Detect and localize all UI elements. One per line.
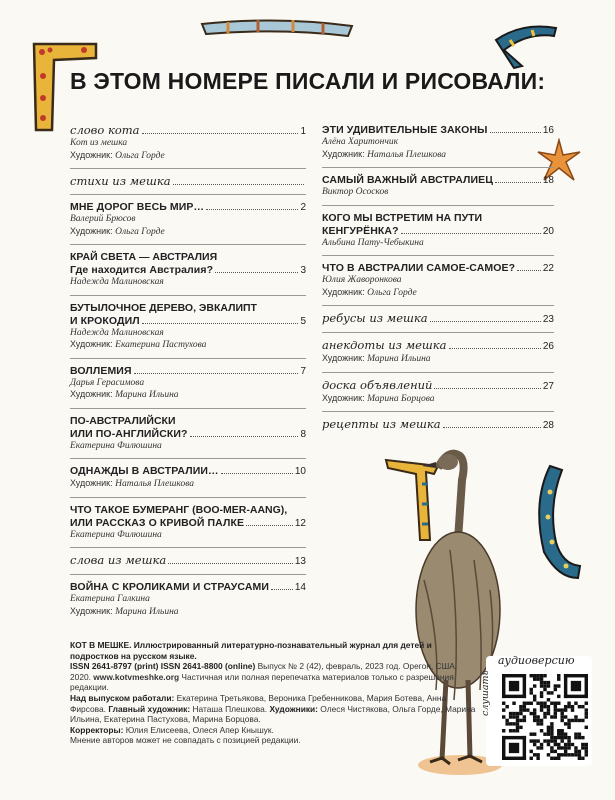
toc-entry-title-row xyxy=(322,262,554,275)
toc-entry-title: ОДНАЖДЫ В АВСТРАЛИИ… xyxy=(70,465,219,477)
toc-entry[interactable] xyxy=(322,174,554,199)
toc-page-number: 20 xyxy=(542,225,554,237)
artist-name: Ольга Горде xyxy=(115,226,165,237)
artist-name: Марина Ильина xyxy=(115,606,179,617)
toc-entry-author: Виктор Ососков xyxy=(322,187,389,197)
toc-divider xyxy=(322,167,554,168)
toc-entry-title: слова из мешка xyxy=(70,553,167,567)
toc-entry-title: ИЛИ ПО-АНГЛИЙСКИ? xyxy=(70,427,188,440)
toc-leader-dots xyxy=(142,323,299,324)
toc-entry[interactable] xyxy=(70,581,306,618)
toc-entry-artist xyxy=(70,478,306,491)
audio-qr-block[interactable] xyxy=(480,654,592,766)
toc-leader-dots xyxy=(168,563,293,564)
imprint-team: Над выпуском работали: Екатерина Третьякова, Вероника Гребенникова, Мария Ботева, Анна Фирсова. Главный художник: Наташа Плешкова. Художники: Олеся Чистякова, Ольга Горде, Марина Ильина, Екатерина Пастухова, Марина Борцова. xyxy=(70,692,476,725)
toc-leader-dots xyxy=(430,321,541,322)
toc-divider xyxy=(70,295,306,296)
toc-entry-title: БУТЫЛОЧНОЕ ДЕРЕВО, ЭВКАЛИПТ xyxy=(70,301,257,314)
toc-entry[interactable] xyxy=(70,201,306,238)
toc-entry-title-row xyxy=(322,379,554,393)
toc-entry-title: КРАЙ СВЕТА — АВСТРАЛИЯ xyxy=(70,251,218,263)
imprint-correctors: Корректоры: Юлия Елисеева, Олеся Апер Кнышук. xyxy=(70,724,274,735)
toc-entry-author: Кот из мешка xyxy=(70,138,128,148)
toc-leader-dots xyxy=(206,209,298,210)
toc-entry-author: Дарья Герасимова xyxy=(70,377,145,388)
toc-leader-dots xyxy=(246,525,293,526)
toc-entry-artist xyxy=(70,339,306,352)
toc-page-number: 3 xyxy=(300,265,306,276)
toc-entry[interactable] xyxy=(70,504,306,542)
artist-name: Ольга Горде xyxy=(367,287,417,298)
toc-entry-title-row xyxy=(70,315,306,328)
toc-page-number: 5 xyxy=(300,315,306,327)
toc-entry-title: доска объявлений xyxy=(322,377,433,392)
toc-divider xyxy=(322,372,554,373)
toc-page-number: 18 xyxy=(542,175,554,186)
toc-entry-title-row xyxy=(322,312,554,326)
toc-page-number: 7 xyxy=(300,365,306,377)
artist-label: Художник: xyxy=(70,149,113,160)
toc-entry-title: стихи из мешка xyxy=(70,174,171,188)
toc-leader-dots xyxy=(271,589,293,590)
toc-divider xyxy=(322,332,554,333)
toc-page-number: 26 xyxy=(542,341,554,352)
boomerang-top-center-icon xyxy=(198,14,358,44)
artist-label: Художник: xyxy=(322,148,365,159)
artist-label: Художник: xyxy=(322,286,365,297)
toc-entry-title-row xyxy=(70,581,306,594)
toc-entry-title: ВОЛЛЕМИЯ xyxy=(70,364,132,377)
toc-entry-author: Екатерина Филюшина xyxy=(70,440,162,451)
toc-entry-title-row xyxy=(70,264,306,277)
toc-page-number: 12 xyxy=(294,517,306,529)
toc-divider xyxy=(322,205,554,206)
toc-leader-dots xyxy=(443,427,541,428)
toc-page-number: 13 xyxy=(294,556,306,567)
page-title: В ЭТОМ НОМЕРЕ ПИСАЛИ И РИСОВАЛИ: xyxy=(70,68,546,94)
toc-entry-title-row xyxy=(70,201,306,214)
toc-entry-title-row xyxy=(322,124,554,137)
toc-page-number: 28 xyxy=(542,420,554,431)
toc-entry[interactable] xyxy=(70,302,306,352)
toc-entry-artist xyxy=(70,606,306,619)
toc-leader-dots xyxy=(490,132,541,133)
toc-entry-artist xyxy=(322,149,554,162)
toc-page-number: 2 xyxy=(300,202,306,213)
toc-page-number: 16 xyxy=(542,125,554,136)
toc-leader-dots xyxy=(449,348,541,349)
toc-divider xyxy=(70,408,306,409)
toc-left-column xyxy=(70,124,306,618)
toc-divider xyxy=(322,305,554,306)
toc-leader-dots xyxy=(190,436,299,437)
artist-name: Марина Ильина xyxy=(367,354,431,364)
toc-entry-artist xyxy=(322,287,554,300)
toc-entry[interactable] xyxy=(70,365,306,402)
toc-entry-title: КОГО МЫ ВСТРЕТИМ НА ПУТИ xyxy=(322,211,483,224)
toc-entry-title: ЭТИ УДИВИТЕЛЬНЫЕ ЗАКОНЫ xyxy=(322,124,488,136)
toc-leader-dots xyxy=(221,473,293,474)
toc-entry[interactable] xyxy=(322,418,554,432)
imprint xyxy=(70,640,480,746)
artist-label: Художник: xyxy=(322,392,365,403)
toc-entry-title-row xyxy=(70,428,306,441)
toc-entry-title: МНЕ ДОРОГ ВЕСЬ МИР… xyxy=(70,201,205,213)
toc-entry[interactable] xyxy=(70,554,306,568)
toc-entry-author: Юлия Жаворонкова xyxy=(322,275,402,285)
toc-entry-title-row xyxy=(70,124,306,138)
toc-entry-author: Надежда Малиновская xyxy=(70,277,164,287)
toc-entry-artist xyxy=(322,353,554,366)
toc-page-number: 23 xyxy=(542,314,554,325)
toc-entry-title: рецепты из мешка xyxy=(322,417,441,431)
toc-entry-author: Екатерина Филюшина xyxy=(70,529,162,540)
toc-entry-title: САМЫЙ ВАЖНЫЙ АВСТРАЛИЕЦ xyxy=(322,174,494,186)
toc-leader-dots xyxy=(401,233,541,234)
toc-entry-title-row xyxy=(70,175,306,188)
toc-entry-title: ПО-АВСТРАЛИЙСКИ xyxy=(70,414,176,427)
artist-label: Художник: xyxy=(70,225,113,236)
toc-entry[interactable] xyxy=(70,415,306,453)
toc-entry-author: Екатерина Галкина xyxy=(70,594,150,604)
toc-leader-dots xyxy=(215,272,298,273)
toc-entry-title: анекдоты из мешка xyxy=(322,338,447,352)
toc-leader-dots xyxy=(517,270,541,271)
toc-leader-dots xyxy=(495,182,541,183)
toc-entry-title-row xyxy=(70,465,306,478)
artist-name: Наталья Плешкова xyxy=(115,479,195,489)
toc-entry-title: ЧТО ТАКОЕ БУМЕРАНГ (BOO-MER-AANG), xyxy=(70,503,288,516)
toc-leader-dots xyxy=(142,133,299,134)
artist-label: Художник: xyxy=(70,389,113,399)
toc-leader-dots xyxy=(434,388,540,389)
toc-entry-title-row xyxy=(70,365,306,378)
toc-entry[interactable] xyxy=(70,124,306,162)
toc-entry[interactable] xyxy=(322,124,554,161)
toc-page-number: 8 xyxy=(300,428,306,440)
toc-leader-dots xyxy=(134,373,299,374)
toc-page-number: 27 xyxy=(542,380,554,392)
toc-entry[interactable] xyxy=(322,212,554,250)
toc-divider xyxy=(70,168,306,169)
toc-page-number: 1 xyxy=(300,126,306,137)
toc-entry-title-row xyxy=(322,418,554,432)
qr-side-label: слушать xyxy=(480,670,491,716)
toc-entry-title: слово кота xyxy=(70,123,140,137)
imprint-disclaimer: Мнение авторов может не совпадать с позицией редакции. xyxy=(70,735,301,746)
toc-divider xyxy=(322,411,554,412)
artist-name: Ольга Горде xyxy=(115,150,165,161)
artist-name: Екатерина Пастухова xyxy=(115,340,207,350)
artist-label: Художник: xyxy=(70,478,113,488)
toc-entry-author: Альбина Пату-Чебыкина xyxy=(322,237,424,248)
toc-entry-title: ЧТО В АВСТРАЛИИ САМОЕ-САМОЕ? xyxy=(322,262,516,274)
artist-name: Марина Борцова xyxy=(367,393,435,404)
toc-page-number: 10 xyxy=(294,466,306,477)
toc-entry[interactable] xyxy=(322,379,554,406)
toc-entry-title: ребусы из мешка xyxy=(322,311,428,325)
toc-entry[interactable] xyxy=(70,175,306,188)
toc-entry-title: КЕНГУРЁНКА? xyxy=(322,224,399,237)
toc-entry[interactable] xyxy=(70,465,306,491)
imprint-issue-info: ISSN 2641-8797 (print) ISSN 2641-8800 (online) Выпуск № 2 (42), февраль, 2023 год. Орегон, США, 2020. www.kotvmeshke.org Частичная или полная перепечатка материалов только с разрешения редакции. xyxy=(70,661,458,693)
artist-label: Художник: xyxy=(322,353,365,363)
toc-entry[interactable] xyxy=(322,339,554,366)
toc-divider xyxy=(70,574,306,575)
toc-entry-title: ИЛИ РАССКАЗ О КРИВОЙ ПАЛКЕ xyxy=(70,516,245,529)
toc-entry-title-row xyxy=(70,554,306,568)
artist-label: Художник: xyxy=(70,605,113,616)
website-link[interactable]: www.kotvmeshke.org xyxy=(93,671,180,682)
toc-divider xyxy=(70,358,306,359)
toc-entry-title: Где находится Австралия? xyxy=(70,264,214,276)
toc-entry-title-row xyxy=(322,339,554,353)
toc-divider xyxy=(70,497,306,498)
toc-entry-author: Алёна Харитончик xyxy=(322,137,399,147)
toc-entry-title: И КРОКОДИЛ xyxy=(70,314,140,327)
toc-entry-artist xyxy=(70,389,306,402)
toc-divider xyxy=(70,458,306,459)
toc-entry[interactable] xyxy=(322,312,554,326)
qr-label: аудиоверсию xyxy=(498,654,575,667)
toc-divider xyxy=(322,255,554,256)
qr-code-icon[interactable] xyxy=(502,674,588,760)
toc-entry-artist xyxy=(70,150,306,163)
boomerang-top-right-icon xyxy=(492,20,562,70)
toc-entry-title-row xyxy=(322,225,554,238)
artist-name: Марина Ильина xyxy=(115,390,179,400)
toc-divider xyxy=(70,547,306,548)
toc-page-number: 22 xyxy=(542,263,554,274)
imprint-journal-description: КОТ В МЕШКЕ. Иллюстрированный литературно-познавательный журнал для детей и подростков на русском языке. xyxy=(70,640,432,661)
toc-entry-author: Надежда Малиновская xyxy=(70,327,164,338)
toc-entry[interactable] xyxy=(70,251,306,289)
toc-entry[interactable] xyxy=(322,262,554,299)
toc-entry-title-row xyxy=(322,174,554,187)
toc-entry-artist xyxy=(70,226,306,239)
toc-leader-dots xyxy=(173,184,304,185)
toc-right-column xyxy=(322,124,554,432)
toc-entry-artist xyxy=(322,393,554,406)
toc-entry-title-row xyxy=(70,517,306,530)
toc-divider xyxy=(70,194,306,195)
artist-label: Художник: xyxy=(70,339,113,349)
artist-name: Наталья Плешкова xyxy=(367,149,447,160)
toc-entry-author: Валерий Брюсов xyxy=(70,214,136,224)
toc-entry-title: ВОЙНА С КРОЛИКАМИ И СТРАУСАМИ xyxy=(70,581,270,593)
toc-divider xyxy=(70,244,306,245)
toc-page-number: 14 xyxy=(294,582,306,593)
